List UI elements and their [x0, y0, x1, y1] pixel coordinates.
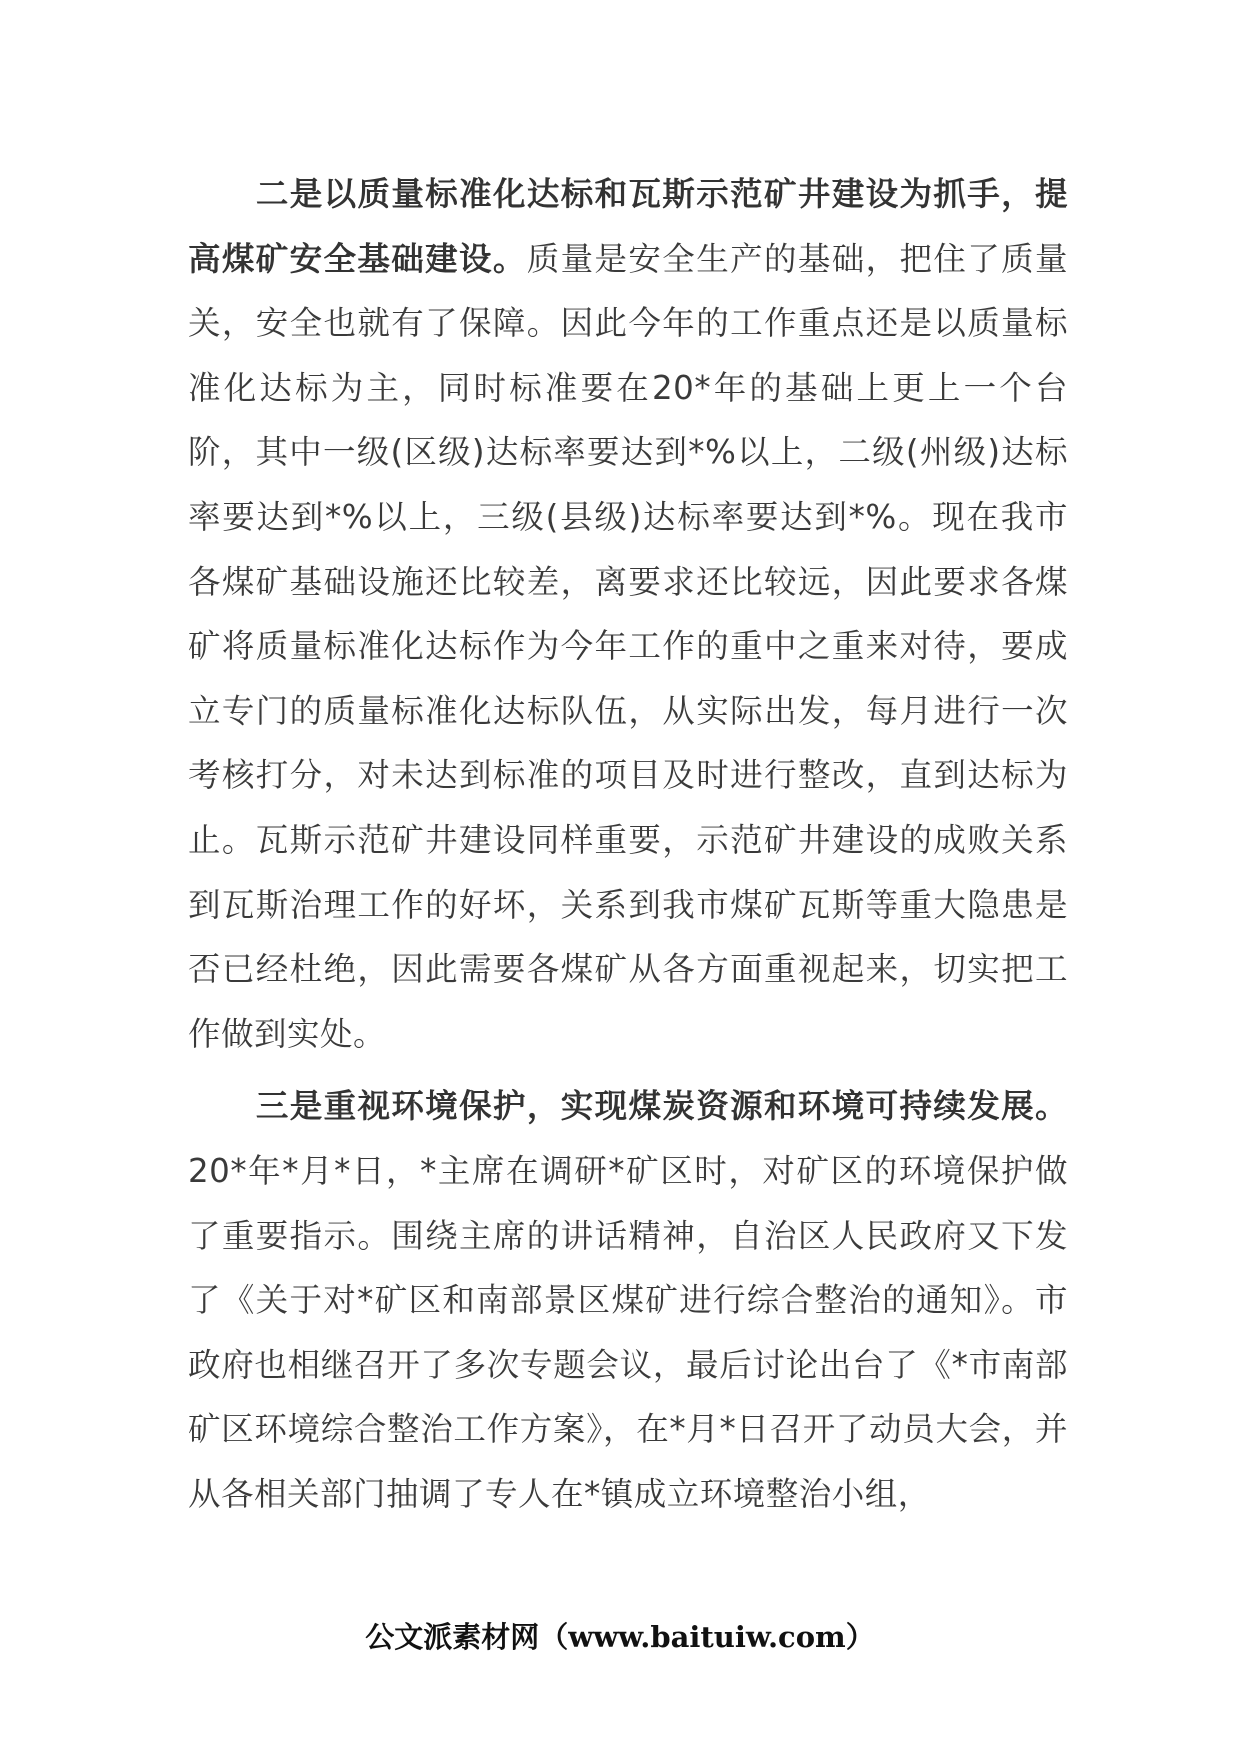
paragraph-body-text: 质量是安全生产的基础，把住了质量关，安全也就有了保障。因此今年的工作重点还是以质量标准化达标为主，同时标准要在20*年的基础上更上一个台阶，其中一级(区级)达标率要达到*%以上，二级(州级)达标率要达到*%以上，三级(县级)达标率要达到*%。现在我市各煤矿基础设施还比较差，离要求还比较远，因此要求各煤矿将质量标准化达标作为今年工作的重中之重来对待，要成立专门的质量标准化达标队伍，从实际出发，每月进行一次考核打分，对未达到标准的项目及时进行整改，直到达标为止。瓦斯示范矿井建设同样重要，示范矿井建设的成败关系到瓦斯治理工作的好坏，关系到我市煤矿瓦斯等重大隐患是否已经杜绝，因此需要各煤矿从各方面重视起来，切实把工作做到实处。 [188, 239, 1068, 1053]
page-footer-watermark: 公文派素材网（www.baituiw.com） [365, 1620, 875, 1654]
paragraph-lead-heading: 二是以质量标准化达标和瓦斯示范矿井建设为抓手，提高煤矿安全基础建设。 [188, 175, 1068, 278]
paragraph-quality-standardization [188, 162, 1068, 1066]
paragraph-body-text: 20*年*月*日，*主席在调研*矿区时，对矿区的环境保护做了重要指示。围绕主席的讲话精神，自治区人民政府又下发了《关于对*矿区和南部景区煤矿进行综合整治的通知》。市政府也相继召开了多次专题会议，最后讨论出台了《*市南部矿区环境综合整治工作方案》，在*月*日召开了动员大会，并从各相关部门抽调了专人在*镇成立环境整治小组， [188, 1151, 1068, 1513]
document-body [188, 162, 1068, 1526]
paragraph-environmental-protection [188, 1074, 1068, 1526]
paragraph-lead-heading: 三是重视环境保护，实现煤炭资源和环境可持续发展。 [255, 1087, 1068, 1126]
